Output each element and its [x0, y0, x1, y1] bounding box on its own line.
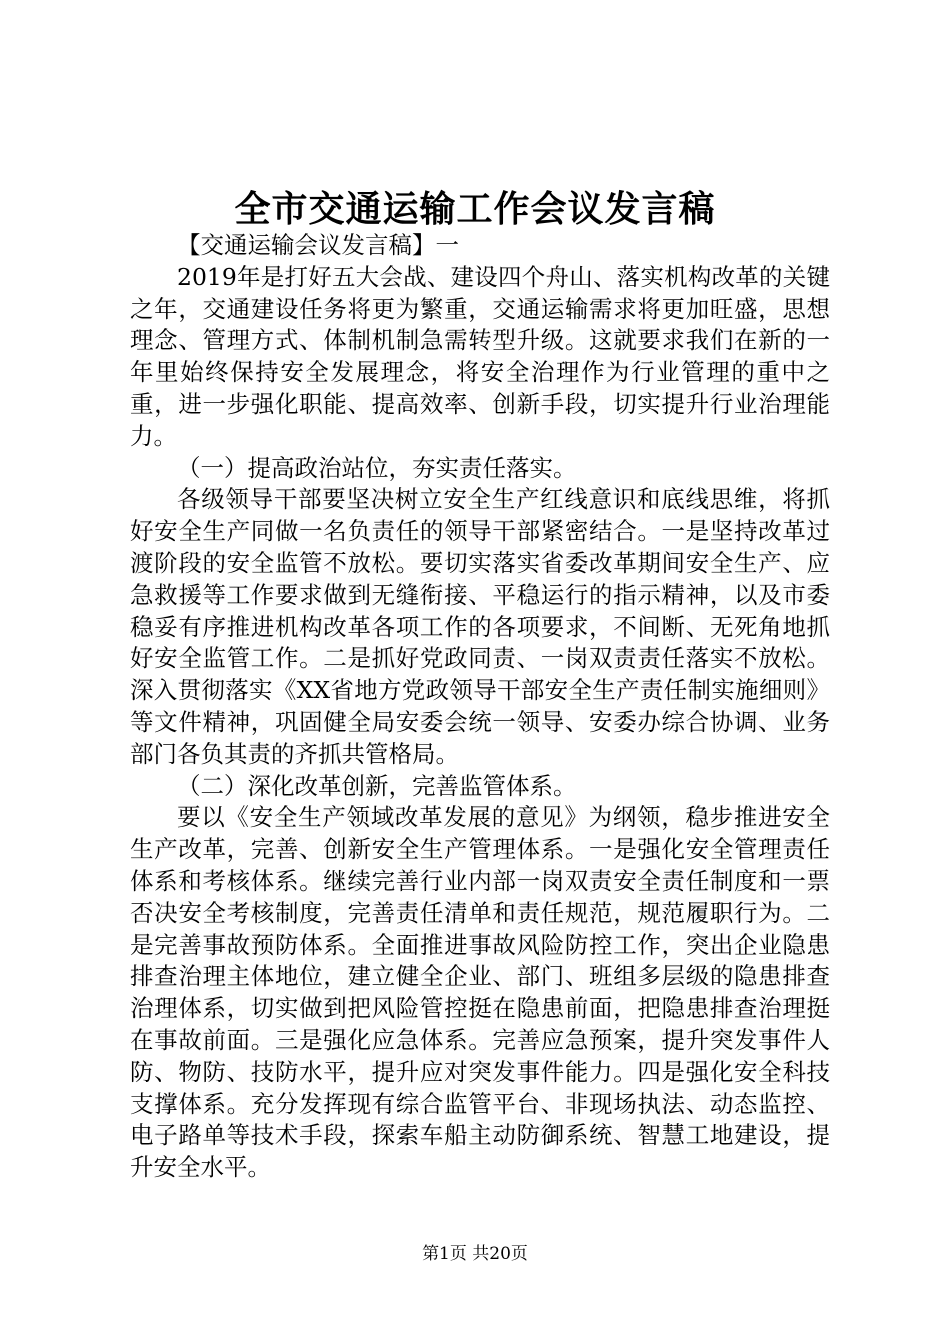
paragraph: 2019年是打好五大会战、建设四个舟山、落实机构改革的关键之年，交通建设任务将更为繁重，交通运输需求将更加旺盛，思想理念、管理方式、体制机制急需转型升级。这就要求我们在新的一年里始终保持安全发展理念，将安全治理作为行业管理的重中之重，进一步强化职能、提高效率、创新手段，切实提升行业治理能力。	[130, 262, 830, 450]
page-total: 共20页	[472, 1244, 528, 1264]
document-title: 全市交通运输工作会议发言稿	[234, 188, 716, 230]
paragraph: 要以《安全生产领域改革发展的意见》为纲领，稳步推进安全生产改革，完善、创新安全生产管理体系。一是强化安全管理责任体系和考核体系。继续完善行业内部一岗双责安全责任制度和一票否决安全考核制度，完善责任清单和责任规范，规范履职行为。二是完善事故预防体系。全面推进事故风险防控工作，突出企业隐患排查治理主体地位，建立健全企业、部门、班组多层级的隐患排查治理体系，切实做到把风险管控挺在隐患前面，把隐患排查治理挺在事故前面。三是强化应急体系。完善应急预案，提升突发事件人防、物防、技防水平，提升应对突发事件能力。四是强化安全科技支撑体系。充分发挥现有综合监管平台、非现场执法、动态监控、电子路单等技术手段，探索车船主动防御系统、智慧工地建设，提升安全水平。	[130, 803, 830, 1182]
page-number: 第1页	[422, 1244, 467, 1264]
section-heading-1: （一）提高政治站位，夯实责任落实。	[177, 453, 577, 482]
paragraph-heading: 【交通运输会议发言稿】一	[177, 231, 459, 259]
document-body	[130, 230, 830, 1184]
page-footer	[0, 1242, 950, 1266]
paragraph: 各级领导干部要坚决树立安全生产红线意识和底线思维，将抓好安全生产同做一名负责任的领导干部紧密结合。一是坚持改革过渡阶段的安全监管不放松。要切实落实省委改革期间安全生产、应急救援等工作要求做到无缝衔接、平稳运行的指示精神，以及市委稳妥有序推进机构改革各项工作的各项要求，不间断、无死角地抓好安全监管工作。二是抓好党政同责、一岗双责责任落实不放松。深入贯彻落实《XX省地方党政领导干部安全生产责任制实施细则》等文件精神，巩固健全局安委会统一领导、安委办综合协调、业务部门各负其责的齐抓共管格局。	[130, 485, 830, 768]
section-heading-2: （二）深化改革创新，完善监管体系。	[177, 771, 577, 800]
